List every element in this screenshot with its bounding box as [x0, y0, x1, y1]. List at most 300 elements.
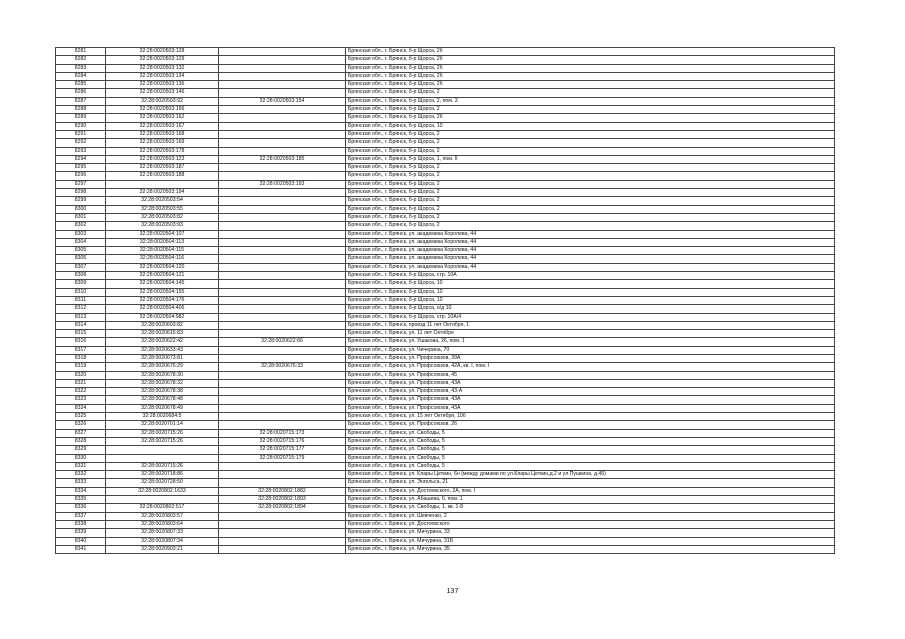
address-cell: Брянская обл., г. Брянск, б-р Щорса, 1, пом. II: [346, 155, 835, 163]
row-number-cell: 8290: [56, 122, 106, 130]
table-row: [56, 371, 835, 379]
related-cadastral-number-cell: [219, 247, 346, 255]
row-number-cell: 8301: [56, 213, 106, 221]
address-cell: Брянская обл., г. Брянск, ул. Профсоюзов, 43А: [346, 396, 835, 404]
row-number-cell: 8341: [56, 545, 106, 553]
table-row: [56, 155, 835, 163]
table-row: [56, 106, 835, 114]
cadastral-number-cell: 32:28:0020503:55: [106, 205, 219, 213]
cadastral-number-cell: 32:28:0020633:43: [106, 346, 219, 354]
related-cadastral-number-cell: [219, 321, 346, 329]
cadastral-number-cell: 32:28:0020503:169: [106, 139, 219, 147]
address-cell: Брянская обл., г. Брянск, ул. Свободы, 5: [346, 462, 835, 470]
address-cell: Брянская обл., г. Брянск, ул. Мичурина, 35: [346, 545, 835, 553]
table-row: [56, 56, 835, 64]
table-row: [56, 305, 835, 313]
address-cell: Брянская обл., г. Брянск, б-р Щорса, 10: [346, 122, 835, 130]
related-cadastral-number-cell: [219, 520, 346, 528]
table-row: [56, 263, 835, 271]
cadastral-number-cell: 32:28:0020503:129: [106, 56, 219, 64]
cadastral-number-cell: 32:28:0020503:123: [106, 155, 219, 163]
cadastral-number-cell: 32:28:0020715:26: [106, 437, 219, 445]
table-row: [56, 97, 835, 105]
cadastral-number-cell: 32:28:0020504:107: [106, 230, 219, 238]
cadastral-number-cell: 32:28:0020803:64: [106, 520, 219, 528]
table-row: [56, 437, 835, 445]
table-row: [56, 164, 835, 172]
cadastral-number-cell: 32:28:0020715:26: [106, 429, 219, 437]
table-row: [56, 180, 835, 188]
cadastral-number-cell: 32:28:0020503:82: [106, 213, 219, 221]
row-number-cell: 8282: [56, 56, 106, 64]
row-number-cell: 8324: [56, 404, 106, 412]
row-number-cell: 8319: [56, 363, 106, 371]
row-number-cell: 8328: [56, 437, 106, 445]
row-number-cell: 8308: [56, 272, 106, 280]
table-row: [56, 388, 835, 396]
related-cadastral-number-cell: 32:28:0020715:173: [219, 429, 346, 437]
table-row: [56, 130, 835, 138]
address-cell: Брянская обл., г. Брянск, ул. Свободы, 1, кв. 1-8: [346, 504, 835, 512]
row-number-cell: 8283: [56, 64, 106, 72]
related-cadastral-number-cell: [219, 512, 346, 520]
address-cell: Брянская обл., г. Брянск, б-р Щорса, 2, пом. 3: [346, 97, 835, 105]
table-row: [56, 346, 835, 354]
row-number-cell: 8316: [56, 338, 106, 346]
table-row: [56, 81, 835, 89]
row-number-cell: 8284: [56, 72, 106, 80]
table-row: [56, 72, 835, 80]
cadastral-number-cell: [106, 496, 219, 504]
related-cadastral-number-cell: [219, 164, 346, 172]
row-number-cell: 8329: [56, 446, 106, 454]
row-number-cell: 8297: [56, 180, 106, 188]
address-cell: Брянская обл., г. Брянск, б-р Щорса, 2: [346, 164, 835, 172]
address-cell: Брянская обл., г. Брянск, ул. Свободы, 5: [346, 429, 835, 437]
cadastral-number-cell: 32:28:0020622:42: [106, 338, 219, 346]
address-cell: Брянская обл., г. Брянск, ул. Достоевского, 2А, пом. I: [346, 487, 835, 495]
related-cadastral-number-cell: [219, 288, 346, 296]
address-cell: Брянская обл., г. Брянск, б-р Щорса, 2: [346, 130, 835, 138]
row-number-cell: 8294: [56, 155, 106, 163]
table-row: [56, 429, 835, 437]
address-cell: Брянская обл., г. Брянск, б-р Щорса, 2: [346, 197, 835, 205]
related-cadastral-number-cell: [219, 56, 346, 64]
cadastral-number-cell: 32:28:0020678:48: [106, 396, 219, 404]
cadastral-number-cell: 32:28:0020504:120: [106, 263, 219, 271]
row-number-cell: 8303: [56, 230, 106, 238]
cadastral-number-cell: 32:28:0020504:116: [106, 255, 219, 263]
related-cadastral-number-cell: [219, 139, 346, 147]
related-cadastral-number-cell: [219, 330, 346, 338]
row-number-cell: 8320: [56, 371, 106, 379]
cadastral-number-cell: 32:28:0020807:33: [106, 529, 219, 537]
related-cadastral-number-cell: 32:28:0020802:1894: [219, 504, 346, 512]
cadastral-number-cell: 32:28:0020715:26: [106, 462, 219, 470]
row-number-cell: 8302: [56, 222, 106, 230]
register-table-body: [56, 48, 835, 554]
table-row: [56, 147, 835, 155]
address-cell: Брянская обл., г. Брянск, б-р Щорса, стр. 10А/4: [346, 313, 835, 321]
row-number-cell: 8289: [56, 114, 106, 122]
address-cell: Брянская обл., г. Брянск, ул. Энгельса, 21: [346, 479, 835, 487]
related-cadastral-number-cell: 32:28:0020715:179: [219, 454, 346, 462]
address-cell: Брянская обл., г. Брянск, ул. Ушакова, 26, пом. 1: [346, 338, 835, 346]
related-cadastral-number-cell: [219, 413, 346, 421]
related-cadastral-number-cell: [219, 379, 346, 387]
table-row: [56, 512, 835, 520]
address-cell: Брянская обл., г. Брянск, б-р Щорса, 2б: [346, 64, 835, 72]
cadastral-number-cell: 32:28:0020503:178: [106, 147, 219, 155]
table-row: [56, 321, 835, 329]
related-cadastral-number-cell: 32:28:0020802:1882: [219, 487, 346, 495]
cadastral-number-cell: 32:28:0020503:93: [106, 222, 219, 230]
cadastral-number-cell: 32:28:0020503:92: [106, 97, 219, 105]
address-cell: Брянская обл., г. Брянск, ул. Свободы, 5: [346, 437, 835, 445]
cadastral-number-cell: 32:28:0020503:146: [106, 89, 219, 97]
row-number-cell: 8291: [56, 130, 106, 138]
row-number-cell: 8287: [56, 97, 106, 105]
row-number-cell: 8305: [56, 247, 106, 255]
address-cell: Брянская обл., г. Брянск, ул. академика Королева, 44: [346, 238, 835, 246]
related-cadastral-number-cell: [219, 64, 346, 72]
table-row: [56, 64, 835, 72]
cadastral-number-cell: 32:28:0020903:21: [106, 545, 219, 553]
cadastral-number-cell: 32:28:0020503:132: [106, 64, 219, 72]
row-number-cell: 8307: [56, 263, 106, 271]
related-cadastral-number-cell: [219, 106, 346, 114]
related-cadastral-number-cell: [219, 255, 346, 263]
table-row: [56, 338, 835, 346]
table-row: [56, 396, 835, 404]
related-cadastral-number-cell: [219, 479, 346, 487]
row-number-cell: 8315: [56, 330, 106, 338]
address-cell: Брянская обл., г. Брянск, ул. Профсоюзов, 43-А: [346, 388, 835, 396]
table-row: [56, 330, 835, 338]
related-cadastral-number-cell: [219, 147, 346, 155]
address-cell: Брянская обл., г. Брянск, ул. Чичерина, 70: [346, 346, 835, 354]
address-cell: Брянская обл., г. Брянск, ул. Мичурина, 31Б: [346, 537, 835, 545]
table-row: [56, 288, 835, 296]
cadastral-number-cell: 32:28:0020678:49: [106, 404, 219, 412]
related-cadastral-number-cell: [219, 537, 346, 545]
row-number-cell: 8336: [56, 504, 106, 512]
address-cell: Брянская обл., г. Брянск, ул. Профсоюзов, 43А: [346, 379, 835, 387]
cadastral-number-cell: 32:28:0020728:50: [106, 479, 219, 487]
cadastral-number-cell: 32:28:0020503:167: [106, 122, 219, 130]
table-row: [56, 89, 835, 97]
table-row: [56, 205, 835, 213]
row-number-cell: 8304: [56, 238, 106, 246]
row-number-cell: 8296: [56, 172, 106, 180]
row-number-cell: 8285: [56, 81, 106, 89]
address-cell: Брянская обл., г. Брянск, б-р Щорса, 2б: [346, 72, 835, 80]
address-cell: Брянская обл., г. Брянск, ул. Клары Цеткин, 6н (между домами по ул.Клары Цеткин,д.2 и ул.Пушкина, д.45): [346, 471, 835, 479]
cadastral-number-cell: 32:28:0020504:115: [106, 247, 219, 255]
address-cell: Брянская обл., г. Брянск, б-р Щорса, 2б: [346, 48, 835, 56]
address-cell: Брянская обл., г. Брянск, б-р Щорса, 2б: [346, 56, 835, 64]
table-row: [56, 363, 835, 371]
cadastral-number-cell: 32:28:0020504:145: [106, 280, 219, 288]
address-cell: Брянская обл., г. Брянск, б-р Щорса, 2: [346, 180, 835, 188]
address-cell: Брянская обл., г. Брянск, б-р Щорса, 2: [346, 89, 835, 97]
table-row: [56, 446, 835, 454]
related-cadastral-number-cell: 32:28:0020503:185: [219, 155, 346, 163]
row-number-cell: 8288: [56, 106, 106, 114]
cadastral-number-cell: 32:28:0020504:406: [106, 305, 219, 313]
address-cell: Брянская обл., г. Брянск, ул. Профсоюзов, 39А: [346, 354, 835, 362]
table-row: [56, 462, 835, 470]
row-number-cell: 8330: [56, 454, 106, 462]
related-cadastral-number-cell: 32:28:0020676:33: [219, 363, 346, 371]
related-cadastral-number-cell: [219, 238, 346, 246]
address-cell: Брянская обл., г. Брянск, ул. Профсоюзов, 43А: [346, 404, 835, 412]
related-cadastral-number-cell: [219, 72, 346, 80]
row-number-cell: 8310: [56, 288, 106, 296]
related-cadastral-number-cell: 32:28:0020715:177: [219, 446, 346, 454]
related-cadastral-number-cell: [219, 172, 346, 180]
row-number-cell: 8334: [56, 487, 106, 495]
address-cell: Брянская обл., г. Брянск, б-р Щорса, 2: [346, 222, 835, 230]
row-number-cell: 8335: [56, 496, 106, 504]
cadastral-number-cell: 32:28:0020504:121: [106, 272, 219, 280]
table-row: [56, 379, 835, 387]
cadastral-number-cell: 32:28:0020503:168: [106, 130, 219, 138]
cadastral-number-cell: 32:28:0020503:54: [106, 197, 219, 205]
address-cell: Брянская обл., г. Брянск, б-р Щорса, 2: [346, 106, 835, 114]
related-cadastral-number-cell: 32:28:0020622:66: [219, 338, 346, 346]
related-cadastral-number-cell: 32:28:0020715:176: [219, 437, 346, 445]
address-cell: Брянская обл., г. Брянск, б-р Щорса, 2: [346, 205, 835, 213]
cadastral-number-cell: 32:28:0020802:517: [106, 504, 219, 512]
cadastral-number-cell: 32:28:0020504:982: [106, 313, 219, 321]
related-cadastral-number-cell: [219, 48, 346, 56]
related-cadastral-number-cell: [219, 222, 346, 230]
table-row: [56, 537, 835, 545]
table-row: [56, 471, 835, 479]
row-number-cell: 8326: [56, 421, 106, 429]
address-cell: Брянская обл., г. Брянск, б-р Щорса, 2: [346, 147, 835, 155]
row-number-cell: 8309: [56, 280, 106, 288]
cadastral-number-cell: 32:28:0020503:156: [106, 106, 219, 114]
address-cell: Брянская обл., г. Брянск, б-р Щорса, стр. 10А: [346, 272, 835, 280]
row-number-cell: 8327: [56, 429, 106, 437]
related-cadastral-number-cell: [219, 197, 346, 205]
row-number-cell: 8299: [56, 197, 106, 205]
row-number-cell: 8295: [56, 164, 106, 172]
address-cell: Брянская обл., г. Брянск, ул. академика Королева, 44: [346, 255, 835, 263]
table-row: [56, 354, 835, 362]
related-cadastral-number-cell: [219, 122, 346, 130]
address-cell: Брянская обл., г. Брянск, б-р Щорса, 2: [346, 213, 835, 221]
address-cell: Брянская обл., г. Брянск, б-р Щорса, 2б: [346, 114, 835, 122]
row-number-cell: 8312: [56, 305, 106, 313]
address-cell: Брянская обл., г. Брянск, б-р Щорса, 10: [346, 296, 835, 304]
cadastral-number-cell: 32:28:0020678:30: [106, 371, 219, 379]
cadastral-number-cell: 32:28:0020615:83: [106, 330, 219, 338]
table-row: [56, 421, 835, 429]
cadastral-number-cell: 32:28:0020803:57: [106, 512, 219, 520]
address-cell: Брянская обл., г. Брянск, б-р Щорса, 10: [346, 280, 835, 288]
table-row: [56, 479, 835, 487]
cadastral-number-cell: 32:28:0020504:113: [106, 238, 219, 246]
address-cell: Брянская обл., г. Брянск, ул. Свободы, 5: [346, 454, 835, 462]
related-cadastral-number-cell: [219, 130, 346, 138]
address-cell: Брянская обл., г. Брянск, ул. Достоевского: [346, 520, 835, 528]
table-row: [56, 213, 835, 221]
address-cell: Брянская обл., г. Брянск, ул. 11 лет Октября: [346, 330, 835, 338]
related-cadastral-number-cell: 32:28:0020503:193: [219, 180, 346, 188]
cadastral-number-cell: 32:28:0020684:5: [106, 413, 219, 421]
address-cell: Брянская обл., г. Брянск, проезд 11 лет Октября, 1: [346, 321, 835, 329]
address-cell: Брянская обл., г. Брянск, ул. академика Королева, 44: [346, 247, 835, 255]
row-number-cell: 8298: [56, 189, 106, 197]
address-cell: Брянская обл., г. Брянск, ул. Абашева, 6, пом. 1: [346, 496, 835, 504]
table-row: [56, 114, 835, 122]
row-number-cell: 8331: [56, 462, 106, 470]
cadastral-number-cell: 32:28:0020718:86: [106, 471, 219, 479]
related-cadastral-number-cell: [219, 545, 346, 553]
cadastral-number-cell: 32:28:0020802:1633: [106, 487, 219, 495]
row-number-cell: 8338: [56, 520, 106, 528]
address-cell: Брянская обл., г. Брянск, ул. 15 лет Октября, 10б: [346, 413, 835, 421]
table-row: [56, 504, 835, 512]
related-cadastral-number-cell: [219, 189, 346, 197]
row-number-cell: 8300: [56, 205, 106, 213]
row-number-cell: 8311: [56, 296, 106, 304]
row-number-cell: 8325: [56, 413, 106, 421]
cadastral-number-cell: 32:28:0020503:134: [106, 72, 219, 80]
cadastral-number-cell: 32:28:0020678:32: [106, 379, 219, 387]
table-row: [56, 222, 835, 230]
related-cadastral-number-cell: [219, 421, 346, 429]
related-cadastral-number-cell: [219, 205, 346, 213]
row-number-cell: 8337: [56, 512, 106, 520]
table-row: [56, 296, 835, 304]
row-number-cell: 8322: [56, 388, 106, 396]
row-number-cell: 8332: [56, 471, 106, 479]
address-cell: Брянская обл., г. Брянск, б-р Щорса, о/д 10: [346, 305, 835, 313]
table-row: [56, 496, 835, 504]
row-number-cell: 8333: [56, 479, 106, 487]
related-cadastral-number-cell: [219, 230, 346, 238]
row-number-cell: 8292: [56, 139, 106, 147]
related-cadastral-number-cell: [219, 313, 346, 321]
cadastral-number-cell: 32:28:0020503:136: [106, 81, 219, 89]
table-row: [56, 139, 835, 147]
table-row: [56, 230, 835, 238]
related-cadastral-number-cell: [219, 471, 346, 479]
address-cell: Брянская обл., г. Брянск, ул. Профсоюзов, 26: [346, 421, 835, 429]
cadastral-number-cell: [106, 180, 219, 188]
cadastral-number-cell: 32:28:0020678:38: [106, 388, 219, 396]
row-number-cell: 8340: [56, 537, 106, 545]
table-row: [56, 487, 835, 495]
table-row: [56, 404, 835, 412]
related-cadastral-number-cell: 32:28:0020503:154: [219, 97, 346, 105]
table-row: [56, 272, 835, 280]
address-cell: Брянская обл., г. Брянск, б-р Щорса, 2: [346, 172, 835, 180]
property-register-table: [55, 47, 835, 554]
row-number-cell: 8314: [56, 321, 106, 329]
table-row: [56, 122, 835, 130]
table-row: [56, 48, 835, 56]
cadastral-number-cell: 32:28:0020503:187: [106, 164, 219, 172]
address-cell: Брянская обл., г. Брянск, б-р Щорса, 2б: [346, 81, 835, 89]
address-cell: Брянская обл., г. Брянск, ул. Шевченко, 2: [346, 512, 835, 520]
related-cadastral-number-cell: [219, 529, 346, 537]
cadastral-number-cell: 32:28:0020503:188: [106, 172, 219, 180]
table-row: [56, 529, 835, 537]
cadastral-number-cell: 32:28:0020504:176: [106, 296, 219, 304]
cadastral-number-cell: 32:28:0020676:29: [106, 363, 219, 371]
related-cadastral-number-cell: [219, 371, 346, 379]
related-cadastral-number-cell: [219, 280, 346, 288]
related-cadastral-number-cell: [219, 263, 346, 271]
address-cell: Брянская обл., г. Брянск, ул. Профсоюзов, 42А, кв. I, пом. I: [346, 363, 835, 371]
related-cadastral-number-cell: [219, 354, 346, 362]
table-row: [56, 520, 835, 528]
address-cell: Брянская обл., г. Брянск, ул. Мичурина, 33: [346, 529, 835, 537]
row-number-cell: 8286: [56, 89, 106, 97]
table-row: [56, 413, 835, 421]
cadastral-number-cell: 32:28:0020701:14: [106, 421, 219, 429]
related-cadastral-number-cell: [219, 81, 346, 89]
cadastral-number-cell: 32:28:0020503:128: [106, 48, 219, 56]
table-row: [56, 280, 835, 288]
row-number-cell: 8293: [56, 147, 106, 155]
related-cadastral-number-cell: [219, 388, 346, 396]
address-cell: Брянская обл., г. Брянск, б-р Щорса, 2: [346, 189, 835, 197]
table-row: [56, 238, 835, 246]
address-cell: Брянская обл., г. Брянск, б-р Щорса, 2: [346, 139, 835, 147]
cadastral-number-cell: 32:28:0020673:81: [106, 354, 219, 362]
related-cadastral-number-cell: [219, 114, 346, 122]
page-number: 137: [446, 588, 459, 595]
related-cadastral-number-cell: 32:28:0020802:1893: [219, 496, 346, 504]
row-number-cell: 8318: [56, 354, 106, 362]
cadastral-number-cell: 32:28:0020503:162: [106, 114, 219, 122]
cadastral-number-cell: 32:28:0020603:82: [106, 321, 219, 329]
related-cadastral-number-cell: [219, 89, 346, 97]
address-cell: Брянская обл., г. Брянск, ул. Свободы, 5: [346, 446, 835, 454]
related-cadastral-number-cell: [219, 462, 346, 470]
row-number-cell: 8313: [56, 313, 106, 321]
related-cadastral-number-cell: [219, 296, 346, 304]
address-cell: Брянская обл., г. Брянск, ул. академика Королева, 44: [346, 263, 835, 271]
table-row: [56, 197, 835, 205]
table-row: [56, 172, 835, 180]
cadastral-number-cell: 32:28:0020807:34: [106, 537, 219, 545]
row-number-cell: 8321: [56, 379, 106, 387]
table-row: [56, 247, 835, 255]
table-row: [56, 255, 835, 263]
cadastral-number-cell: 32:28:0020504:155: [106, 288, 219, 296]
row-number-cell: 8306: [56, 255, 106, 263]
row-number-cell: 8281: [56, 48, 106, 56]
related-cadastral-number-cell: [219, 305, 346, 313]
address-cell: Брянская обл., г. Брянск, ул. академика Королева, 44: [346, 230, 835, 238]
address-cell: Брянская обл., г. Брянск, б-р Щорса, 10: [346, 288, 835, 296]
table-row: [56, 313, 835, 321]
address-cell: Брянская обл., г. Брянск, ул. Профсоюзов, 45: [346, 371, 835, 379]
row-number-cell: 8339: [56, 529, 106, 537]
row-number-cell: 8317: [56, 346, 106, 354]
related-cadastral-number-cell: [219, 404, 346, 412]
table-row: [56, 545, 835, 553]
row-number-cell: 8323: [56, 396, 106, 404]
table-row: [56, 189, 835, 197]
